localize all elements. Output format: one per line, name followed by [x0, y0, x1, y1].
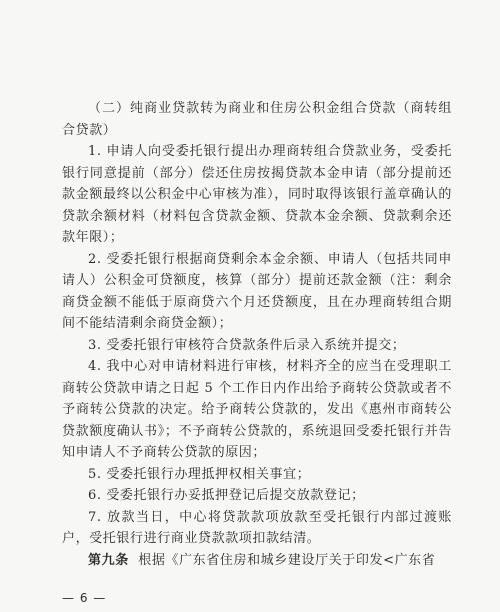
paragraph-7: 7. 放款当日，中心将贷款款项放款至受托银行内部过渡账户，受托银行进行商业贷款款项扣款结清。: [62, 509, 452, 546]
paragraph-2: 2. 受委托银行根据商贷剩余本金余额、申请人（包括共同申请人）公积金可贷额度，核算（部分）提前还款金额（注：剩余商贷金额不能低于原商贷六个月还贷额度，且在办理商转组合期间不能结清剩余商贷金额）；: [62, 251, 452, 331]
paragraph-3: 3. 受委托银行审核符合贷款条件后录入系统并提交；: [88, 337, 406, 353]
paragraph-6: 6. 受委托银行办妥抵押登记后提交放款登记；: [88, 488, 365, 503]
article-label: 第九条: [88, 552, 129, 568]
page-number: — 6 —: [62, 591, 107, 605]
paragraph-1: 1. 申请人向受委托银行提出办理商转组合贷款业务，受委托银行同意提前（部分）偿还住房按揭贷款本金申请（部分提前还款金额最终以公积金中心审核为准），同时取得该银行盖章确认的贷款余额材料（材料包含贷款金额、贷款本金余额、贷款剩余还款年限）；: [62, 144, 452, 245]
paragraph-4: 4. 我中心对申请材料进行审核，材料齐全的应当在受理职工商转公贷款申请之日起 5 个工作日内作出给予商转公贷款或者不予商转公贷款的决定。给予商转公贷款的，发出《惠州市商转公贷款额度确认书》；不予商转公贷款的，系统退回受委托银行并告知申请人不予商转公贷款的原因；: [62, 359, 452, 460]
paragraph-5: 5. 受委托银行办理抵押权相关事宜；: [88, 466, 311, 482]
article-text: 根据《广东省住房和城乡建设厅关于印发<广东省: [138, 552, 436, 568]
section-heading: （二）纯商业贷款转为商业和住房公积金组合贷款（商转组合贷款）: [62, 101, 452, 138]
document-body: [62, 98, 452, 571]
article-paragraph: [62, 550, 452, 572]
